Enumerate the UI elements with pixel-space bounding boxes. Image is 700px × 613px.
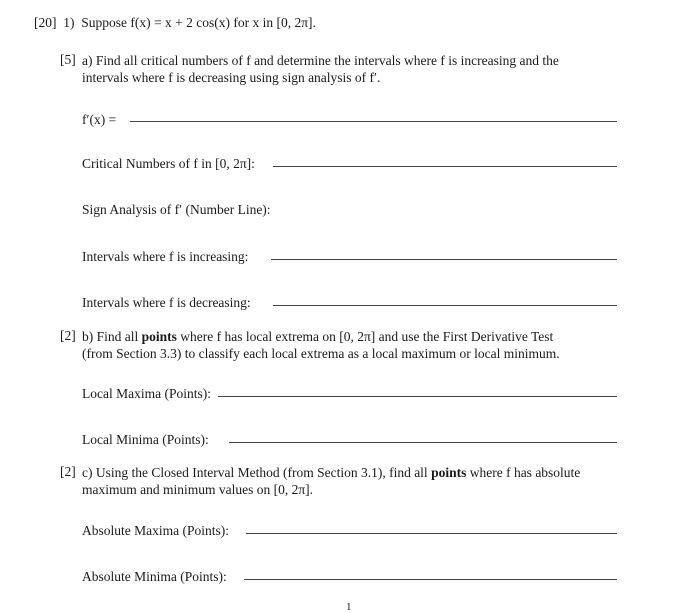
local-maxima-label: Local Maxima (Points): — [82, 386, 211, 401]
part-b-question — [82, 328, 627, 362]
decreasing-label: Intervals where f is decreasing: — [82, 295, 251, 310]
problem-header — [34, 15, 316, 31]
part-a-points: [5] — [60, 52, 76, 67]
part-b-text-bold: points — [141, 329, 177, 344]
local-maxima-answer-line[interactable] — [218, 396, 617, 397]
part-b-label: b) — [82, 329, 94, 344]
local-minima-label: Local Minima (Points): — [82, 432, 209, 447]
part-a-text-line1: Find all critical numbers of f and determine the intervals where f is increasing and the — [95, 53, 559, 68]
part-c-text-line2: maximum and minimum values on [0, 2π]. — [82, 482, 314, 497]
absolute-maxima-label: Absolute Maxima (Points): — [82, 523, 229, 538]
problem-points: [20] — [34, 15, 57, 30]
critical-numbers-label: Critical Numbers of f in [0, 2π]: — [82, 156, 255, 171]
part-a-text-line2: intervals where f is decreasing using sign analysis of f′. — [82, 70, 381, 85]
part-a-label: a) — [82, 53, 93, 68]
part-b-text-pre: Find all — [96, 329, 139, 344]
part-c-question — [82, 464, 627, 498]
problem-statement: Suppose f(x) = x + 2 cos(x) for x in [0, 2π]. — [81, 15, 316, 30]
sign-analysis-label: Sign Analysis of f′ (Number Line): — [82, 202, 271, 217]
part-c-points: [2] — [60, 464, 76, 479]
increasing-label: Intervals where f is increasing: — [82, 249, 249, 264]
part-c-text-post: where f has absolute — [469, 465, 581, 480]
part-a-question — [82, 52, 622, 86]
part-c-text-bold: points — [431, 465, 467, 480]
part-b-points: [2] — [60, 328, 76, 343]
absolute-minima-label: Absolute Minima (Points): — [82, 569, 227, 584]
part-b-text-post: where f has local extrema on [0, 2π] and use the First Derivative Test — [180, 329, 554, 344]
critical-numbers-answer-line[interactable] — [273, 166, 617, 167]
derivative-label: f′(x) = — [82, 112, 117, 127]
part-c-text-pre: Using the Closed Interval Method (from Section 3.1), find all — [95, 465, 428, 480]
absolute-maxima-answer-line[interactable] — [246, 533, 617, 534]
local-minima-answer-line[interactable] — [229, 442, 617, 443]
decreasing-answer-line[interactable] — [273, 305, 617, 306]
part-c-label: c) — [82, 465, 93, 480]
derivative-answer-line[interactable] — [130, 121, 617, 122]
absolute-minima-answer-line[interactable] — [244, 579, 617, 580]
part-b-text-line2: (from Section 3.3) to classify each local extrema as a local maximum or local minimum. — [82, 346, 560, 361]
problem-number: 1) — [63, 15, 75, 30]
increasing-answer-line[interactable] — [271, 259, 617, 260]
page-number: 1 — [346, 601, 352, 613]
